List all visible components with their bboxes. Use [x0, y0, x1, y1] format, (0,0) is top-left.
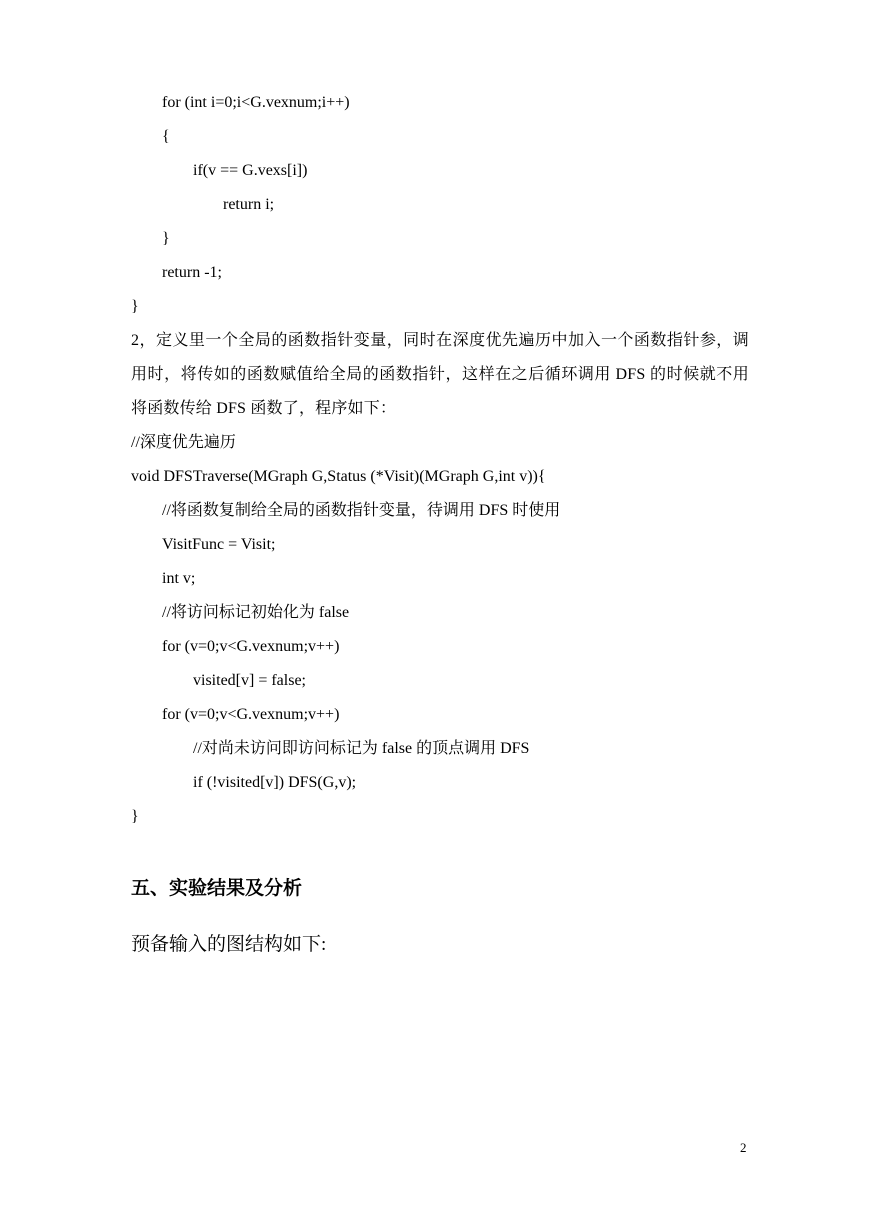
code-line: for (int i=0;i<G.vexnum;i++): [162, 94, 350, 111]
code-line: for (v=0;v<G.vexnum;v++): [162, 706, 340, 723]
code-line: }: [162, 230, 170, 247]
code-line: {: [162, 128, 170, 145]
body-paragraph: 2，定义里一个全局的函数指针变量，同时在深度优先遍历中加入一个函数指针参，调用时，将传如的函数赋值给全局的函数指针，这样在之后循环调用 DFS 的时候就不用将函数传给 DFS 函数了，程序如下：: [131, 332, 749, 417]
code-line: void DFSTraverse(MGraph G,Status (*Visit)(MGraph G,int v)){: [131, 468, 546, 485]
section-heading: 五、实验结果及分析: [131, 877, 303, 899]
code-line: return i;: [223, 196, 275, 213]
code-comment: //将函数复制给全局的函数指针变量，待调用 DFS 时使用: [162, 502, 561, 519]
code-line: return -1;: [162, 264, 222, 281]
code-line: int v;: [162, 570, 196, 587]
page-number: 2: [740, 1140, 747, 1155]
code-comment: //深度优先遍历: [131, 434, 236, 451]
section-text: 预备输入的图结构如下:: [131, 934, 327, 955]
code-line: if(v == G.vexs[i]): [193, 162, 308, 179]
code-line: VisitFunc = Visit;: [162, 536, 276, 553]
code-line: if (!visited[v]) DFS(G,v);: [193, 774, 357, 791]
code-line: for (v=0;v<G.vexnum;v++): [162, 638, 340, 655]
code-line: }: [131, 298, 139, 315]
code-comment: //对尚未访问即访问标记为 false 的顶点调用 DFS: [193, 740, 530, 757]
code-line: }: [131, 808, 139, 825]
code-line: visited[v] = false;: [193, 672, 306, 689]
code-comment: //将访问标记初始化为 false: [162, 604, 350, 621]
